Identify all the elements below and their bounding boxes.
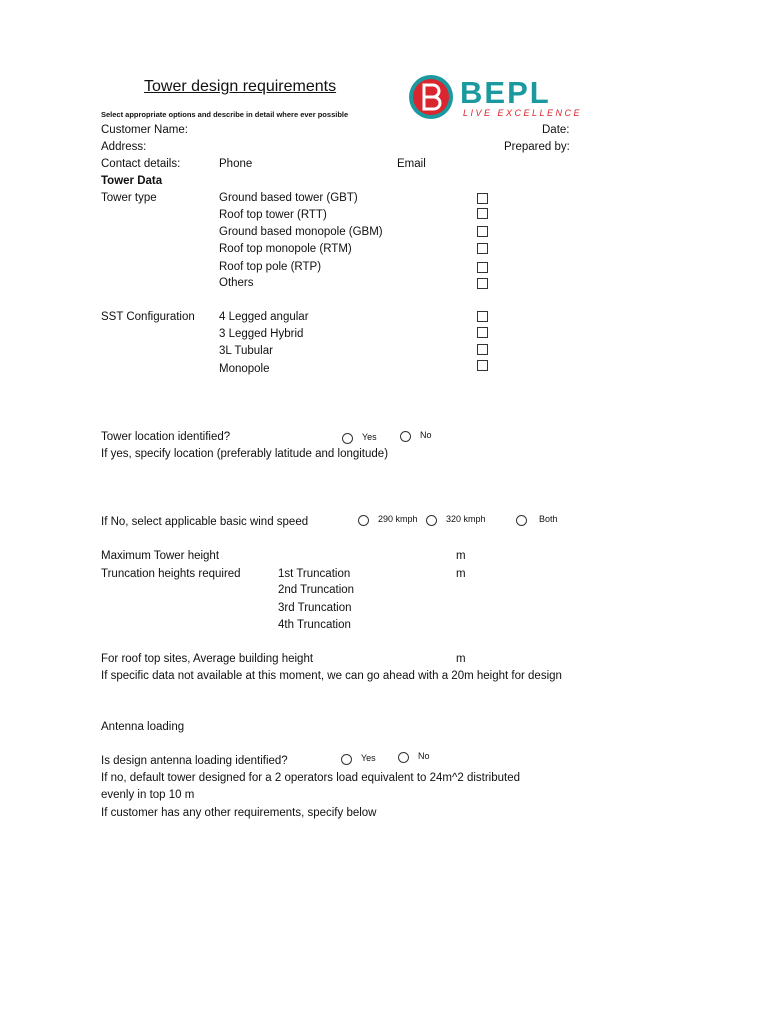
date-label: Date: <box>542 124 570 136</box>
antenna-default-text: If no, default tower designed for a 2 operators load equivalent to 24m^2 distributed <box>101 772 521 784</box>
logo-tagline-text: LIVE EXCELLENCE <box>463 108 583 118</box>
location-no-radio[interactable] <box>400 431 411 442</box>
phone-label: Phone <box>219 158 253 170</box>
sst-configuration-label: SST Configuration <box>101 311 195 323</box>
wind-290-label: 290 kmph <box>378 514 418 524</box>
truncation-item: 1st Truncation <box>278 568 351 580</box>
tower-type-checkbox-rtm[interactable] <box>477 243 488 254</box>
sst-option: 4 Legged angular <box>219 311 309 323</box>
antenna-yes-label: Yes <box>361 753 376 763</box>
wind-both-label: Both <box>539 514 558 524</box>
customer-name-label: Customer Name: <box>101 124 188 136</box>
contact-details-label: Contact details: <box>101 158 181 170</box>
tower-type-checkbox-rtp[interactable] <box>477 262 488 273</box>
truncation-label: Truncation heights required <box>101 568 241 580</box>
tower-type-option: Others <box>219 277 254 289</box>
prepared-by-label: Prepared by: <box>504 141 570 153</box>
address-label: Address: <box>101 141 147 153</box>
roof-height-unit: m <box>456 653 466 665</box>
location-specify-text: If yes, specify location (preferably latitude and longitude) <box>101 448 389 460</box>
location-yes-label: Yes <box>362 432 377 442</box>
max-height-label: Maximum Tower height <box>101 550 220 562</box>
email-label: Email <box>397 158 426 170</box>
truncation-item: 2nd Truncation <box>278 584 355 596</box>
sst-checkbox-3l-tubular[interactable] <box>477 344 488 355</box>
sst-checkbox-3-legged[interactable] <box>477 327 488 338</box>
antenna-default-text-cont: evenly in top 10 m <box>101 789 195 801</box>
location-yes-radio[interactable] <box>342 433 353 444</box>
antenna-no-label: No <box>418 751 430 761</box>
tower-type-option: Roof top tower (RTT) <box>219 209 327 221</box>
tower-type-checkbox-gbt[interactable] <box>477 193 488 204</box>
antenna-no-radio[interactable] <box>398 752 409 763</box>
roof-height-label: For roof top sites, Average building height <box>101 653 314 665</box>
page-subtitle: Select appropriate options and describe in detail where ever possible <box>101 110 349 119</box>
page-title: Tower design requirements <box>144 78 337 95</box>
truncation-item: 4th Truncation <box>278 619 351 631</box>
antenna-question: Is design antenna loading identified? <box>101 755 288 767</box>
tower-data-heading: Tower Data <box>101 175 163 187</box>
tower-type-option: Roof top pole (RTP) <box>219 261 322 273</box>
wind-320-label: 320 kmph <box>446 514 486 524</box>
tower-type-checkbox-gbm[interactable] <box>477 226 488 237</box>
tower-type-option: Roof top monopole (RTM) <box>219 243 352 255</box>
tower-type-option: Ground based monopole (GBM) <box>219 226 383 238</box>
wind-320-radio[interactable] <box>426 515 437 526</box>
tower-type-checkbox-rtt[interactable] <box>477 208 488 219</box>
antenna-yes-radio[interactable] <box>341 754 352 765</box>
tower-type-checkbox-others[interactable] <box>477 278 488 289</box>
tower-type-option: Ground based tower (GBT) <box>219 192 358 204</box>
sst-option: Monopole <box>219 363 270 375</box>
logo-brand-text: BEPL <box>460 75 551 110</box>
truncation-item: 3rd Truncation <box>278 602 352 614</box>
roof-height-note: If specific data not available at this moment, we can go ahead with a 20m height for design <box>101 670 562 682</box>
location-no-label: No <box>420 430 432 440</box>
sst-option: 3L Tubular <box>219 345 273 357</box>
max-height-unit: m <box>456 550 466 562</box>
tower-type-label: Tower type <box>101 192 157 204</box>
sst-checkbox-4-legged[interactable] <box>477 311 488 322</box>
sst-option: 3 Legged Hybrid <box>219 328 304 340</box>
location-question: Tower location identified? <box>101 431 231 443</box>
wind-speed-question: If No, select applicable basic wind speed <box>101 516 309 528</box>
truncation-unit: m <box>456 568 466 580</box>
wind-290-radio[interactable] <box>358 515 369 526</box>
sst-checkbox-monopole[interactable] <box>477 360 488 371</box>
antenna-heading: Antenna loading <box>101 721 185 733</box>
wind-both-radio[interactable] <box>516 515 527 526</box>
other-requirements-text: If customer has any other requirements, specify below <box>101 807 377 819</box>
bepl-logo <box>405 70 630 122</box>
